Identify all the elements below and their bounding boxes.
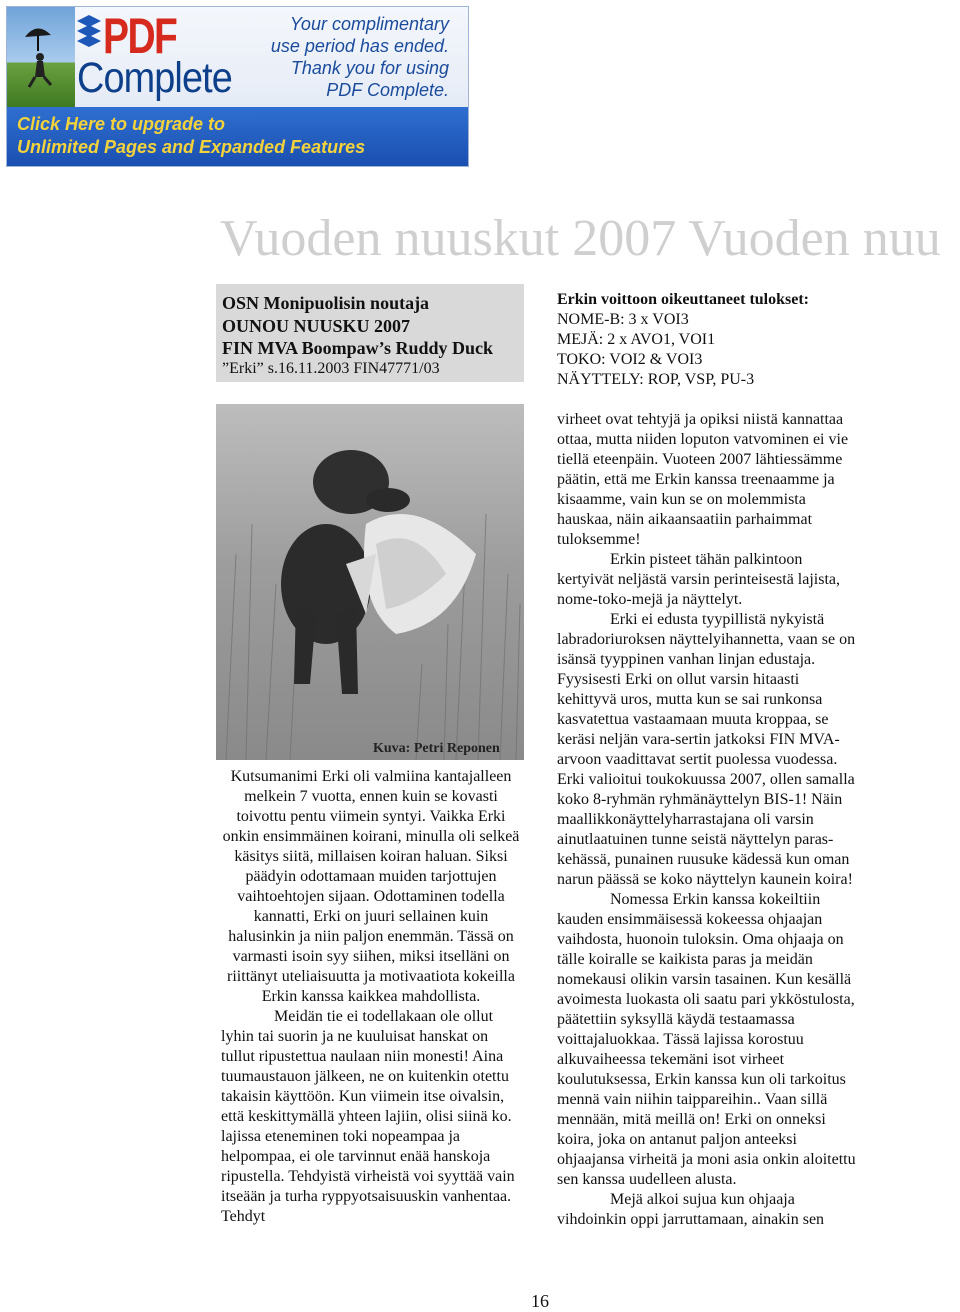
trial-notice-line: Thank you for using (290, 58, 449, 78)
umbrella-figure-icon (7, 7, 75, 107)
article-paragraph: Meidän tie ei todellakaan ole ollut lyhin tai suorin ja ne kuuluisat hanskat on tullut ripustettua naulaan niin monesti! Aina tuumaustauon jälkeen, ne on kuitenkin otettu takaisin käyttöön. Kun viimein itse oivalsin, että keskittymällä yhteen lajiin, olisi siinä ko. lajissa eteneminen toki nopeampaa ja helpompaa, ei ole tarvinnut enää hanskoja ripustella. Tehdyistä virheistä voi syyttää vain itseään ja turha ryppyotsaisuuskin vanhentaa. Tehdyt (221, 1008, 515, 1225)
upgrade-line[interactable]: Click Here to upgrade to (17, 114, 226, 134)
dog-with-bird-illustration (216, 404, 524, 760)
article-paragraph: Erkin pisteet tähän palkintoon kertyivät neljästä varsin perinteisestä lajista, nome-toko-mejä ja näyttelyt. (557, 551, 841, 608)
upgrade-link-text[interactable] (17, 113, 365, 159)
logo-complete-text: Complete (77, 54, 232, 102)
result-line: NÄYTTELY: ROP, VSP, PU-3 (557, 371, 755, 388)
article-paragraph: Nomessa Erkin kanssa kokeiltiin kauden ensimmäisessä kokeessa ohjaajan vaihdosta, huonoin tuloksin. Oma ohjaaja on tälle koiralle se kaikista paras ja meidän nomekausi olikin varsin tasainen. Kun kesällä avoimesta luokasta oli saatu pari ykköstulosta, päätettiin syksyllä käydä testaamassa voittajaluokkaa. Tässä lajissa korostuu alkuvaiheessa tekemäni isot virheet koulutuksessa, Erkin kanssa kun oli tarkoitus mennä vain niihin taippareihin.. Vaan sillä mennään, mitä meillä on! Erki on onneksi koira, joka on antanut paljon anteeksi ohjaajansa virheitä ja moni asia onkin aloitettu sen kanssa uudelleen alusta. (557, 891, 856, 1188)
trial-notice (247, 13, 449, 101)
article-paragraph: Erki ei edusta tyypillistä nykyistä labradoriuroksen näyttelyihannetta, vaan se on isänsä tyyppinen vanhan linjan edustaja. Fyysisesti Erki on ollut varsin hitaasti kehittyvä uros, mutta kun se sai runkonsa kasvatettua vastaamaan muuta kroppaa, se keräsi neljän vara-sertin jatkoksi FIN MVA-arvoon vaadittavat sertit puolessa vuodessa. Erki valioitui toukokuussa 2007, ollen samalla koko 8-ryhmän ryhmänäyttelyn BIS-1! Näin maallikkonäyttelyharrastajana oli varsin ainutlaatuinen tunne seistä näyttelyn paras-kehässä, punainen ruusuke kädessä kun oman narun päässä se koko näyttelyn kaunein koira! (557, 611, 856, 888)
result-line: MEJÄ: 2 x AVO1, VOI1 (557, 331, 716, 348)
award-line: OSN Monipuolisin noutaja (222, 293, 430, 313)
upgrade-line[interactable]: Unlimited Pages and Expanded Features (17, 137, 366, 157)
upgrade-link[interactable] (7, 107, 468, 166)
results-list (557, 290, 809, 390)
trial-notice-line: use period has ended. (270, 36, 449, 56)
results-heading: Erkin voittoon oikeuttaneet tulokset: (557, 291, 809, 308)
article-right-column (557, 410, 857, 1230)
dog-birth-info: ”Erki” s.16.11.2003 FIN47771/03 (222, 360, 440, 377)
page-title: Vuoden nuuskut 2007 Vuoden nuu (220, 210, 941, 267)
award-line: FIN MVA Boompaw’s Ruddy Duck (222, 338, 494, 358)
award-title (222, 292, 493, 360)
award-line: OUNOU NUUSKU 2007 (222, 315, 411, 336)
logo-pdf-text: PDF (103, 8, 177, 64)
result-line: NOME-B: 3 x VOI3 (557, 311, 689, 328)
result-line: TOKO: VOI2 & VOI3 (557, 351, 703, 368)
article-paragraph: Mejä alkoi sujua kun ohjaaja vihdoinkin oppi jarruttamaan, ainakin sen (557, 1191, 825, 1228)
photo-credit: Kuva: Petri Reponen (373, 741, 500, 756)
article-left-column (221, 767, 521, 1227)
dog-photo (216, 404, 524, 760)
trial-notice-line: PDF Complete. (326, 80, 449, 100)
banner-photo (7, 7, 75, 107)
article-paragraph: Kutsumanimi Erki oli valmiina kantajalleen melkein 7 vuotta, ennen kuin se kovasti toivottu pentu viimein syntyi. Vaikka Erki onkin ensimmäinen koirani, minulla oli selkeä käsitys siitä, millaisen koiran haluan. Siksi päädyin odottamaan muiden tarjottujen vaihtoehtojen sijaan. Odottaminen todella kannatti, Erki on juuri sellainen kuin halusinkin ja niin paljon enemmän. Tässä on varmasti isoin syy siihen, miksi itselläni on riittänyt uteliaisuutta ja motivaatiota kokeilla Erkin kanssa kaikkea mahdollista. (222, 768, 520, 1005)
article-paragraph: virheet ovat tehtyjä ja opiksi niistä kannattaa ottaa, mutta niiden loputon vatvominen ei vie tiellä eteenpäin. Vuoteen 2007 lähtiessämme päätin, että me Erkin kanssa treenaamme ja kisaamme, vain kun se on molemmista hauskaa, näin aikaansaatiin parhaimmat tuloksemme! (557, 411, 849, 548)
page-number: 16 (531, 1291, 549, 1311)
pdf-complete-banner[interactable] (6, 6, 469, 167)
trial-notice-line: Your complimentary (289, 14, 449, 34)
